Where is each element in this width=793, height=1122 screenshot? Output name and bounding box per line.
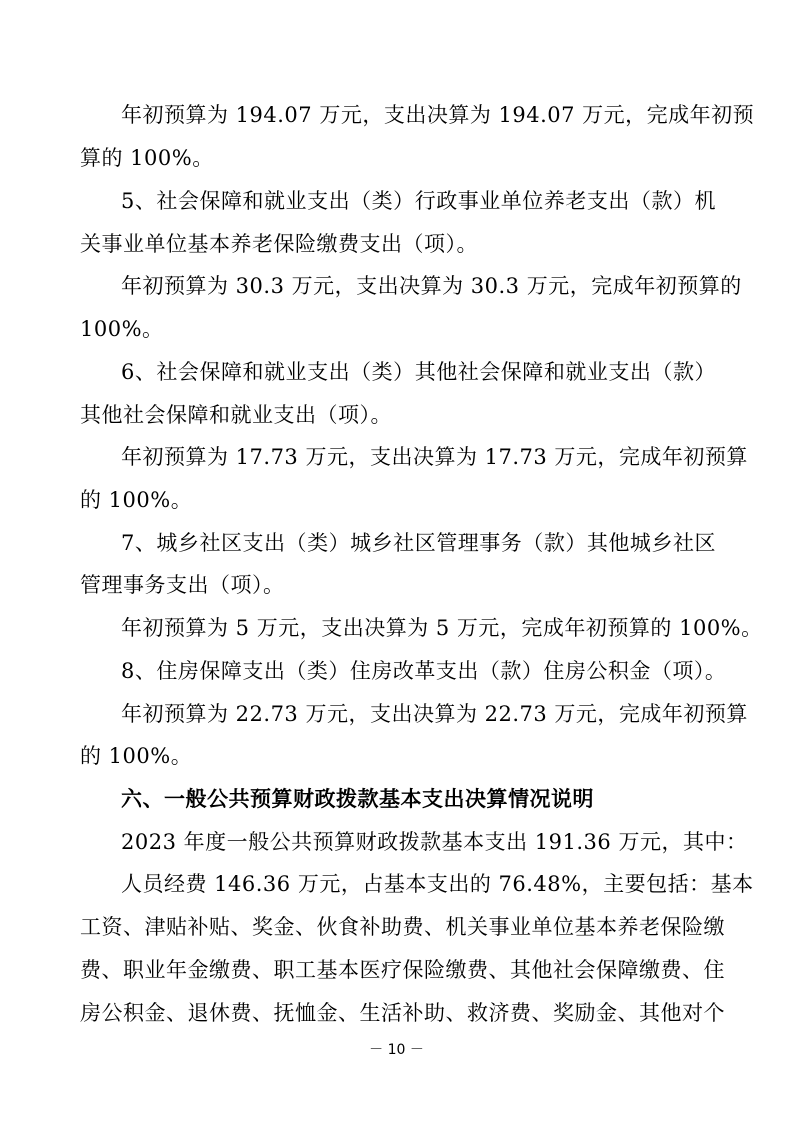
- paragraph-line: 其他社会保障和就业支出（项）。: [80, 403, 392, 427]
- paragraph-line: 关事业单位基本养老保险缴费支出（项）。: [80, 232, 478, 256]
- page-number: － 10 －: [369, 1042, 424, 1058]
- paragraph-line: 管理事务支出（项）。: [80, 573, 285, 597]
- paragraph-line: 7、城乡社区支出（类）城乡社区管理事务（款）其他城乡社区: [121, 531, 716, 555]
- paragraph-line: 的 100%。: [80, 744, 193, 768]
- paragraph-line: 算的 100%。: [80, 146, 214, 170]
- paragraph-line: 2023 年度一般公共预算财政拨款基本支出 191.36 万元，其中：: [121, 830, 748, 854]
- paragraph-line: 100%。: [80, 317, 164, 341]
- paragraph-line: 工资、津贴补贴、奖金、伙食补助费、机关事业单位基本养老保险缴: [80, 915, 725, 939]
- paragraph-line: 的 100%。: [80, 488, 193, 512]
- paragraph-line: 年初预算为 30.3 万元，支出决算为 30.3 万元，完成年初预算的: [121, 274, 742, 298]
- paragraph-line: 6、社会保障和就业支出（类）其他社会保障和就业支出（款）: [121, 360, 716, 384]
- paragraph-line: 费、职业年金缴费、职工基本医疗保险缴费、其他社会保障缴费、住: [80, 958, 725, 982]
- paragraph-line: 5、社会保障和就业支出（类）行政事业单位养老支出（款）机: [121, 189, 716, 213]
- paragraph-line: 年初预算为 5 万元，支出决算为 5 万元，完成年初预算的 100%。: [121, 616, 763, 640]
- paragraph-line: 年初预算为 22.73 万元，支出决算为 22.73 万元，完成年初预算: [121, 702, 748, 726]
- section-heading: 六、一般公共预算财政拨款基本支出决算情况说明: [121, 786, 594, 811]
- paragraph-line: 年初预算为 17.73 万元，支出决算为 17.73 万元，完成年初预算: [121, 445, 748, 469]
- paragraph-line: 8、住房保障支出（类）住房改革支出（款）住房公积金（项）。: [121, 659, 727, 683]
- paragraph-line: 人员经费 146.36 万元，占基本支出的 76.48%，主要包括：基本: [121, 872, 754, 896]
- paragraph-line: 房公积金、退休费、抚恤金、生活补助、救济费、奖励金、其他对个: [80, 1001, 725, 1025]
- paragraph-line: 年初预算为 194.07 万元，支出决算为 194.07 万元，完成年初预: [121, 103, 755, 127]
